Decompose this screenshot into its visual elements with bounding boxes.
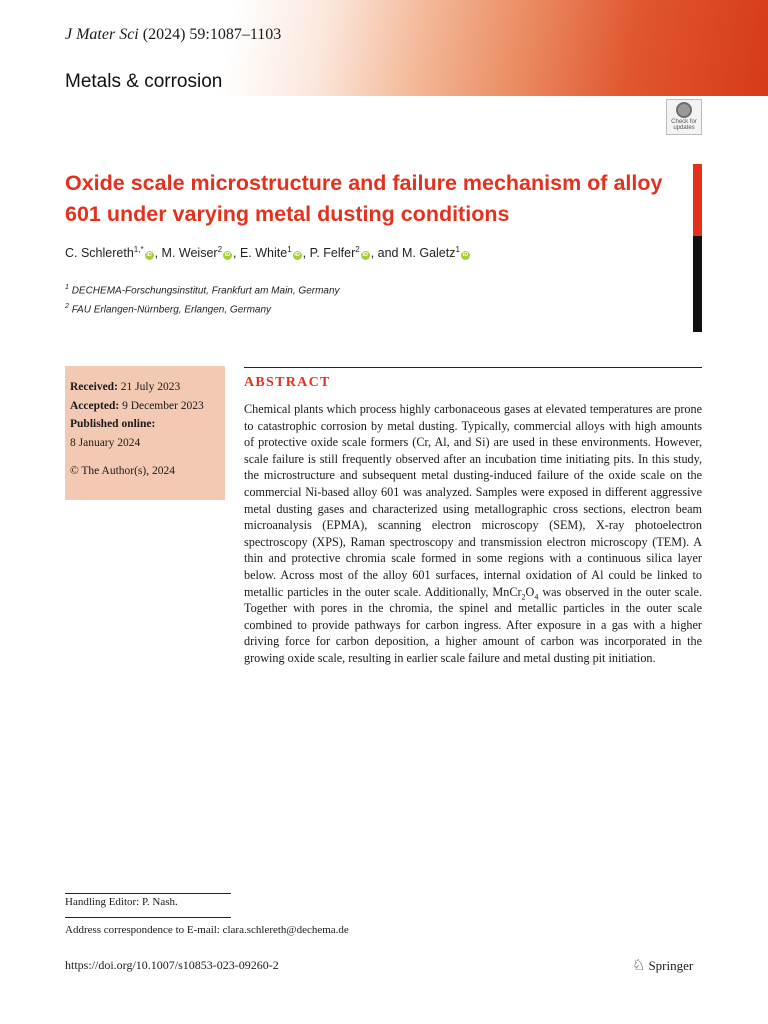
springer-horse-icon: ♘ bbox=[632, 958, 646, 974]
author-separator: , bbox=[154, 246, 162, 261]
journal-name: J Mater Sci bbox=[65, 26, 139, 43]
author-separator: , bbox=[302, 246, 310, 261]
author-affiliation-mark: 2 bbox=[355, 245, 360, 254]
orcid-icon[interactable]: iD bbox=[146, 252, 152, 259]
journal-citation: (2024) 59:1087–1103 bbox=[142, 26, 282, 43]
footnote-divider bbox=[65, 917, 231, 918]
publisher-logo bbox=[632, 956, 693, 975]
author-affiliation-mark: 2 bbox=[217, 245, 223, 254]
author-separator: , and bbox=[370, 246, 402, 261]
author-list bbox=[65, 245, 471, 260]
section-label: Metals & corrosion bbox=[65, 71, 223, 92]
orcid-icon[interactable]: iD bbox=[362, 252, 368, 259]
check-updates-label: Check for updates bbox=[671, 119, 697, 131]
correspondence-email[interactable]: Address correspondence to E-mail: clara.schlereth@dechema.de bbox=[65, 924, 349, 936]
copyright-notice: © The Author(s), 2024 bbox=[70, 465, 175, 477]
article-title: Oxide scale microstructure and failure mechanism of alloy 601 under varying metal dusting conditions bbox=[65, 171, 663, 226]
author-name[interactable]: M. Galetz bbox=[401, 246, 456, 261]
affiliations bbox=[65, 280, 340, 319]
received-date: Received: 21 July 2023 bbox=[70, 381, 181, 393]
abstract-heading: ABSTRACT bbox=[244, 375, 331, 390]
author-name[interactable]: M. Weiser bbox=[161, 246, 218, 261]
author-separator: , bbox=[233, 246, 240, 261]
check-for-updates-badge[interactable] bbox=[666, 99, 702, 135]
abstract-divider bbox=[244, 367, 702, 368]
author-affiliation-mark: 1 bbox=[287, 245, 292, 254]
orcid-icon[interactable]: iD bbox=[294, 252, 300, 259]
doi-link[interactable]: https://doi.org/10.1007/s10853-023-09260-2 bbox=[65, 958, 279, 972]
published-date: 8 January 2024 bbox=[70, 436, 141, 449]
accent-bar-red bbox=[693, 164, 702, 236]
accepted-date: Accepted: 9 December 2023 bbox=[70, 399, 204, 412]
author-name[interactable]: C. Schlereth bbox=[65, 246, 134, 261]
author-affiliation-mark: 1,* bbox=[133, 245, 144, 254]
abstract-text: Chemical plants which process highly carbonaceous gases at elevated temperatures are prone to catastrophic corrosion by metal dusting. Typically, commercial alloys with high amounts of protective oxide scale formers (Cr, Al, and Si) are used in these environments. However, scale failure is still frequently observed after an incubation time initiating pits. In this study, the microstructure and subsequent metal dusting-induced failure of the oxide scale on the commercial Ni-based alloy 601 was analyzed. Samples were exposed in different aggressive metal dusting gases and characterized using metallographic cross sections, electron beam microanalysis (EPMA), scanning electron microscopy (SEM), X-ray photoelectron spectroscopy (XPS), Raman spectroscopy and transmission electron microscopy (TEM). A thin and protective chromia scale formed in some regions with a continuous silica layer below. Across most of the alloy 601 surfaces, internal oxidation of Al could be linked to metallic particles in the outer scale. Additionally, $MnCr_2O_4$ was observed in the outer scale. Together with pores in the chromia, the spinel and metallic particles in the outer scale combined to provide pathways for carbon ingress. After exposure in a gas with a higher driving force for carbon deposition, a higher amount of carbon was incorporated in the growing oxide scale, resulting in earlier scale failure and metal dusting pit initiation. bbox=[244, 402, 702, 665]
author-affiliation-mark: 1 bbox=[455, 245, 460, 254]
affiliation-item: $^2$ FAU Erlangen-Nürnberg, Erlangen, Germany bbox=[65, 303, 272, 316]
article-history-box bbox=[65, 366, 225, 500]
check-updates-icon bbox=[676, 102, 692, 118]
affiliation-item: $^1$ DECHEMA-Forschungsinstitut, Frankfurt am Main, Germany bbox=[65, 284, 340, 297]
footnote-divider bbox=[65, 893, 231, 894]
orcid-icon[interactable]: iD bbox=[462, 252, 469, 259]
publisher-name: Springer bbox=[648, 957, 694, 973]
orcid-icon[interactable]: iD bbox=[224, 252, 231, 259]
author-name[interactable]: E. White bbox=[239, 246, 288, 261]
handling-editor: Handling Editor: P. Nash. bbox=[65, 896, 178, 908]
journal-reference bbox=[65, 26, 281, 44]
author-name[interactable]: P. Felfer bbox=[309, 246, 356, 261]
accent-bar-black bbox=[693, 236, 702, 332]
published-label: Published online: bbox=[70, 418, 156, 430]
